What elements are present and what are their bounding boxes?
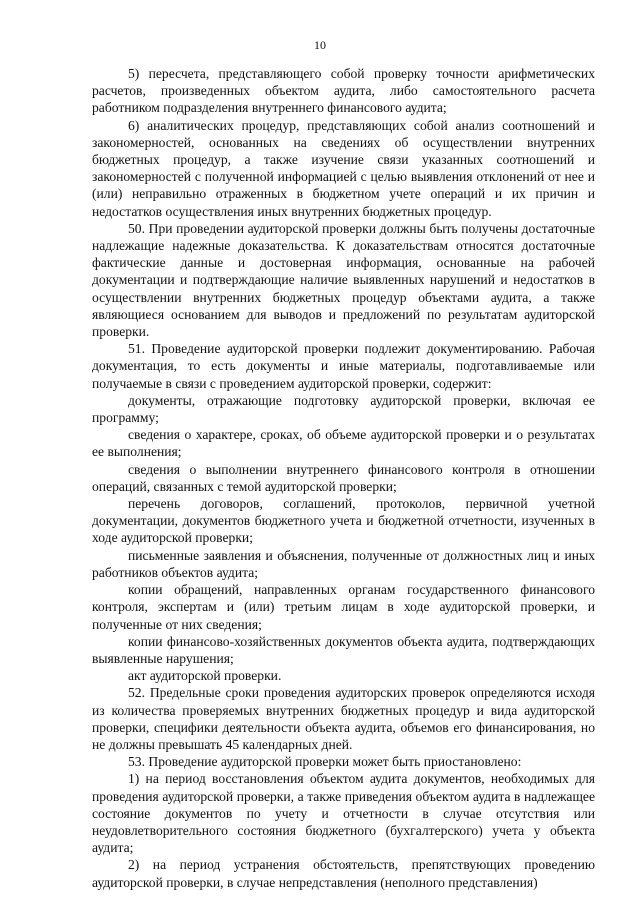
page-number: 10	[314, 38, 326, 52]
paragraph-50-evidence: 50. При проведении аудиторской проверки должны быть получены достаточные надлежащие надежные доказательства. К доказательствам относятся достаточные фактические данные и достоверная информация, основанные на рабочей документации и подтверждающие наличие выявленных нарушений и недостатков в осуществлении внутренних бюджетных процедур объектами аудита, а также являющиеся основанием для выводов и предложений по результатам аудиторской проверки.	[92, 220, 595, 340]
paragraph-item-6-analytical-procedures: 6) аналитических процедур, представляющих собой анализ соотношений и закономерностей, основанных на сведениях об осуществлении внутренних бюджетных процедур, а также изучение связи указанных соотношений и закономерностей с полученной информацией с целью выявления отклонений от нее и (или) неправильно отраженных в бюджетном учете операций и их причин и недостатков осуществления иных внутренних бюджетных процедур.	[92, 117, 595, 219]
paragraph-suspension-item-2: 2) на период устранения обстоятельств, препятствующих проведению аудиторской проверки, в случае непредставления (неполного представления)	[92, 857, 595, 890]
paragraph-list-of-contracts: перечень договоров, соглашений, протоколов, первичной учетной документации, документов бюджетного учета и бюджетной отчетности, изученных в ходе аудиторской проверки;	[92, 496, 595, 546]
document-body	[92, 65, 595, 891]
paragraph-documents-preparation: документы, отражающие подготовку аудиторской проверки, включая ее программу;	[92, 392, 595, 426]
paragraph-53-suspension: 53. Проведение аудиторской проверки может быть приостановлено:	[128, 754, 522, 770]
paragraph-copies-of-documents: копии финансово-хозяйственных документов объекта аудита, подтверждающих выявленные нарушения;	[92, 633, 595, 666]
paragraph-information-nature-terms: сведения о характере, сроках, об объеме аудиторской проверки и о результатах ее выполнения;	[92, 427, 595, 460]
paragraph-item-5-recalculation: 5) пересчета, представляющего собой проверку точности арифметических расчетов, произведенных объектом аудита, либо самостоятельного расчета работником подразделения внутреннего финансового аудита;	[92, 66, 595, 116]
paragraph-suspension-item-1: 1) на период восстановления объектом аудита документов, необходимых для проведения аудиторской проверки, а также приведения объектом аудита в надлежащее состояние документов по учету и отчетности в случае отсутствия или неудовлетворительного состояния бюджетного (бухгалтерского) учета у объекта аудита;	[92, 771, 595, 856]
paragraph-51-documentation: 51. Проведение аудиторской проверки подлежит документированию. Рабочая документация, то есть документы и иные материалы, подготавливаемые или получаемые в связи с проведением аудиторской проверки, содержит:	[92, 341, 595, 391]
paragraph-52-time-limits: 52. Предельные сроки проведения аудиторских проверок определяются исходя из количества проверяемых внутренних бюджетных процедур и вида аудиторской проверки, специфики деятельности объекта аудита, объемов его финансирования, но не должны превышать 45 календарных дней.	[92, 685, 595, 752]
paragraph-copies-of-requests: копии обращений, направленных органам государственного финансового контроля, экспертам и (или) третьим лицам в ходе аудиторской проверки, и полученные от них сведения;	[92, 582, 595, 632]
paragraph-audit-act: акт аудиторской проверки.	[128, 668, 282, 684]
paragraph-written-statements: письменные заявления и объяснения, полученные от должностных лиц и иных работников объектов аудита;	[92, 547, 595, 580]
paragraph-internal-control-info: сведения о выполнении внутреннего финансового контроля в отношении операций, связанных с темой аудиторской проверки;	[92, 461, 595, 494]
